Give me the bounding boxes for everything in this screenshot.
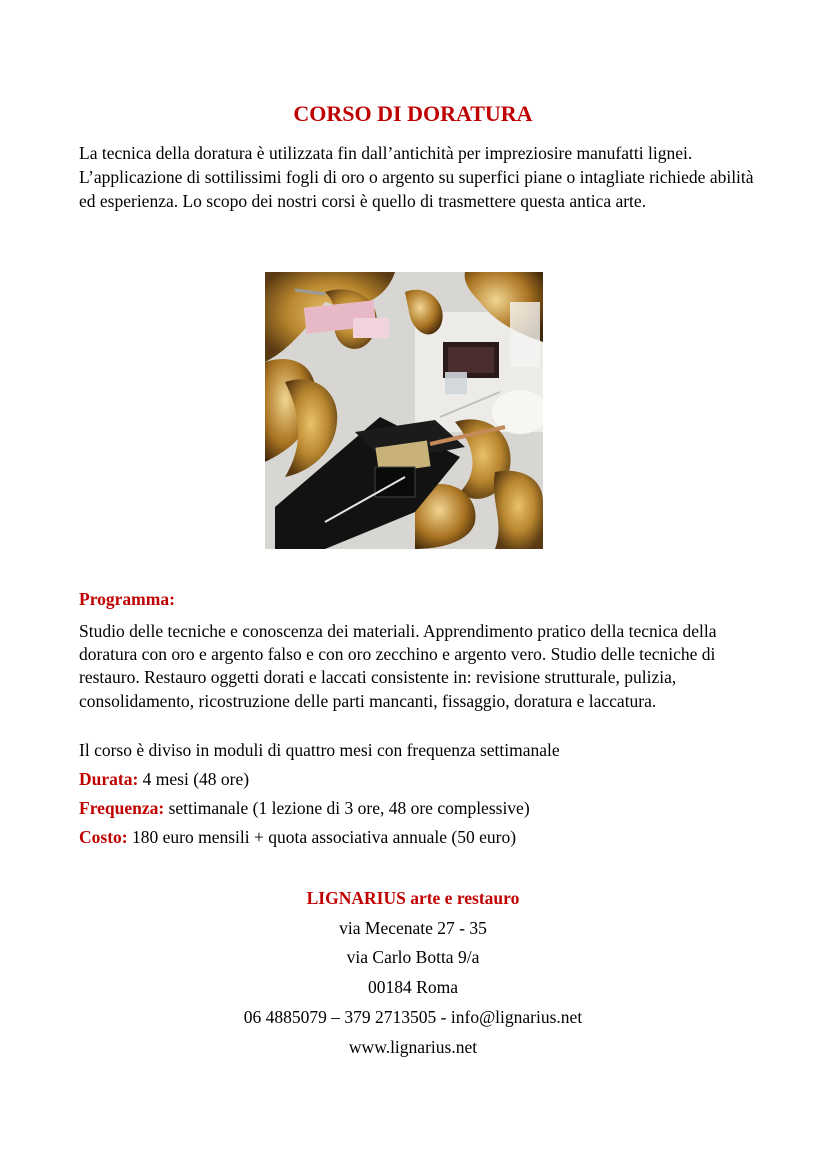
duration-row [79,767,779,791]
page-title: CORSO DI DORATURA [293,101,533,126]
course-info: Il corso è diviso in moduli di quattro mesi con frequenza settimanale [79,740,560,760]
frequency-label: Frequenza: [79,798,165,818]
intro-paragraph: La tecnica della doratura è utilizzata fin dall’antichità per impreziosire manufatti lignei. L’applicazione di sottilissimi fogli di oro o argento su superfici piane o intagliate richiede abilità ed esperienza. Lo scopo dei nostri corsi è quello di trasmettere questa antica arte. [79,143,754,211]
duration-value: 4 mesi (48 ore) [138,769,250,789]
frequency-row [79,796,779,820]
cost-row [79,825,779,849]
website-link[interactable]: www.lignarius.net [348,1036,478,1057]
contacts-line: 06 4885079 – 379 2713505 - info@lignarius.net [243,1006,583,1027]
gilding-photo-illustration [265,272,543,549]
gilding-photo [265,272,543,549]
cost-value: 180 euro mensili + quota associativa annuale (50 euro) [127,827,517,847]
contact-footer [0,884,826,1062]
frequency-value: settimanale (1 lezione di 3 ore, 48 ore complessive) [164,798,530,818]
program-paragraph: Studio delle tecniche e conoscenza dei materiali. Apprendimento pratico della tecnica della doratura con oro e argento falso e con oro zecchino e argento vero. Studio delle tecniche di restauro. Restauro oggetti dorati e laccati consistente in: revisione strutturale, pulizia, consolidamento, ricostruzione delle parti mancanti, fissaggio, doratura e laccatura. [79,621,717,711]
duration-label: Durata: [79,769,139,789]
city-line: 00184 Roma [368,977,458,998]
cost-label: Costo: [79,827,128,847]
brand-name: LIGNARIUS arte e restauro [306,888,520,908]
address-line-1: via Mecenate 27 - 35 [339,917,487,938]
program-heading: Programma: [79,589,175,609]
address-line-2: via Carlo Botta 9/a [346,947,480,968]
